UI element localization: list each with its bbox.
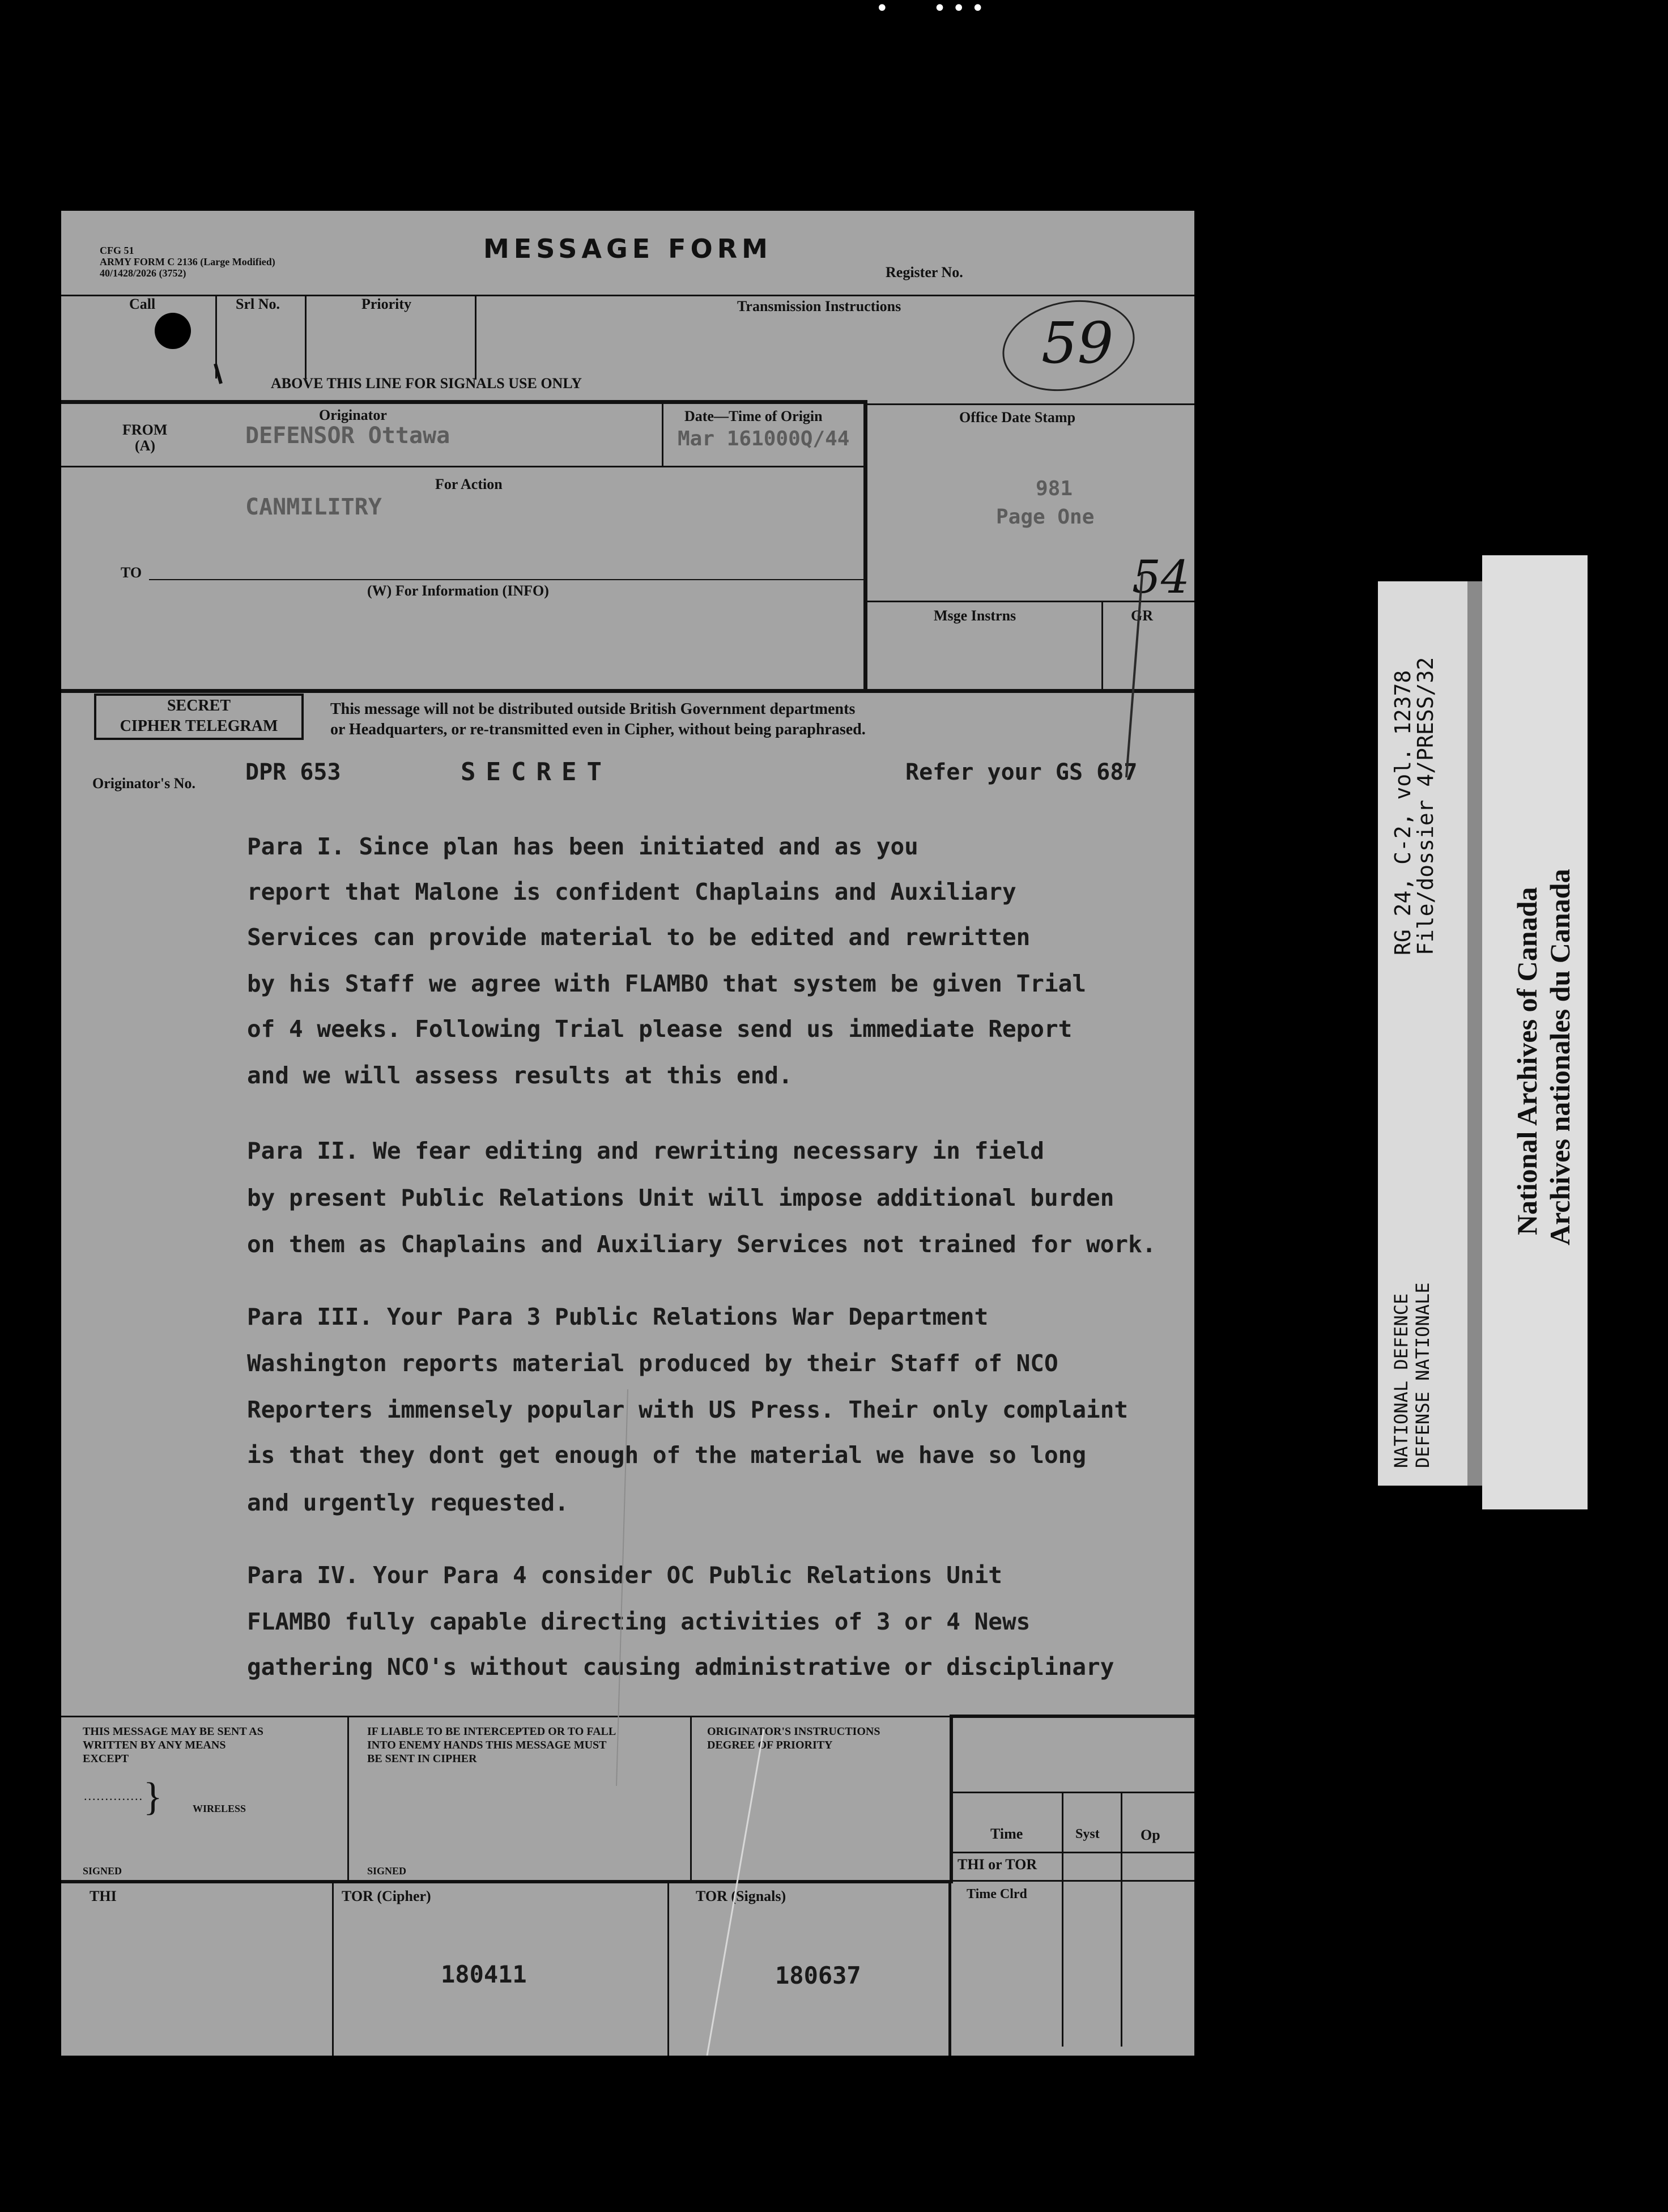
handwritten-gr: 54 xyxy=(1132,551,1190,603)
archive-name-en: National Archives of Canada xyxy=(1511,887,1543,1235)
thi-or-tor-label: THI or TOR xyxy=(958,1856,1037,1873)
stamp-page: Page One xyxy=(996,505,1095,529)
secret-box-line1: SECRET xyxy=(167,697,231,714)
originator-value: DEFENSOR Ottawa xyxy=(245,423,450,449)
date-time-label: Date—Time of Origin xyxy=(684,408,823,424)
archive-label-2 xyxy=(1482,555,1588,1509)
body-line: Para I. Since plan has been initiated and as you xyxy=(247,833,918,860)
call-label: Call xyxy=(129,296,156,312)
from-label: FROM xyxy=(122,422,168,438)
body-line: Para II. We fear editing and rewriting necessary in field xyxy=(247,1137,1044,1164)
wireless-label: WIRELESS xyxy=(193,1803,246,1814)
to-label: TO xyxy=(121,564,142,581)
date-time-value: Mar 161000Q/44 xyxy=(678,427,850,450)
signed-label-2: SIGNED xyxy=(367,1865,407,1877)
body-line: Washington reports material produced by their Staff of NCO xyxy=(247,1350,1058,1377)
above-line-notice: ABOVE THIS LINE FOR SIGNALS USE ONLY xyxy=(271,375,582,392)
archive-ref-line2: File/dossier 4/PRESS/32 xyxy=(1413,657,1438,955)
info-label: (W) For Information (INFO) xyxy=(367,582,549,599)
body-line: and we will assess results at this end. xyxy=(247,1062,793,1089)
time-clrd-label: Time Clrd xyxy=(967,1887,1027,1902)
msge-instrns-label: Msge Instrns xyxy=(934,607,1016,624)
originator-instructions: ORIGINATOR'S INSTRUCTIONS DEGREE OF PRIORITY xyxy=(707,1725,880,1751)
body-line: Reporters immensely popular with US Press. Their only complaint xyxy=(247,1396,1129,1423)
archive-label-1 xyxy=(1378,581,1481,1486)
body-line: by present Public Relations Unit will impose additional burden xyxy=(247,1184,1114,1211)
handwritten-number: 59 xyxy=(1041,310,1114,376)
body-line: Para IV. Your Para 4 consider OC Public Relations Unit xyxy=(247,1562,1002,1589)
body-line: report that Malone is confident Chaplains and Auxiliary xyxy=(247,878,1016,905)
body-line: by his Staff we agree with FLAMBO that system be given Trial xyxy=(247,970,1087,997)
refer-reference: Refer your GS 687 xyxy=(905,759,1138,785)
gr-label: GR xyxy=(1131,607,1153,624)
classification: SECRET xyxy=(461,758,612,786)
for-action-value: CANMILITRY xyxy=(245,494,382,520)
pencil-strokes xyxy=(61,211,1194,2056)
priority-label: Priority xyxy=(361,296,412,312)
form-title: MESSAGE FORM xyxy=(483,233,772,264)
from-sub-label: (A) xyxy=(135,437,156,454)
body-line: FLAMBO fully capable directing activities of 3 or 4 News xyxy=(247,1608,1031,1635)
office-date-stamp-label: Office Date Stamp xyxy=(959,409,1076,426)
liable-note: IF LIABLE TO BE INTERCEPTED OR TO FALL INTO ENEMY HANDS THIS MESSAGE MUST BE SENT IN CIPHER xyxy=(367,1725,616,1765)
tor-cipher-label: TOR (Cipher) xyxy=(342,1888,431,1904)
archive-name-fr: Archives nationales du Canada xyxy=(1544,869,1576,1245)
body-line: Para III. Your Para 3 Public Relations War Department xyxy=(247,1303,989,1330)
originator-label: Originator xyxy=(319,407,387,423)
transmission-instructions-label: Transmission Instructions xyxy=(737,298,901,314)
srl-no-label: Srl No. xyxy=(236,296,280,312)
tor-signals-value: 180637 xyxy=(775,1962,861,1989)
body-line: of 4 weeks. Following Trial please send us immediate Report xyxy=(247,1015,1073,1043)
may-be-sent-note: THIS MESSAGE MAY BE SENT AS WRITTEN BY ANY MEANS EXCEPT xyxy=(83,1725,263,1765)
for-action-label: For Action xyxy=(435,476,503,492)
tor-signals-label: TOR (Signals) xyxy=(696,1888,786,1904)
body-line: is that they dont get enough of the material we have so long xyxy=(247,1441,1087,1469)
op-label: Op xyxy=(1141,1827,1160,1843)
signed-label-1: SIGNED xyxy=(83,1865,122,1877)
syst-label: Syst xyxy=(1075,1827,1100,1841)
archive-ref-line3: NATIONAL DEFENCE xyxy=(1390,1293,1412,1468)
wireless-brace: ..............} xyxy=(84,1775,163,1819)
form-id: CFG 51 ARMY FORM C 2136 (Large Modified) 40/1428/2026 (3752) xyxy=(100,245,275,279)
register-no-label: Register No. xyxy=(886,264,963,280)
tor-cipher-value: 180411 xyxy=(441,1960,527,1988)
body-line: gathering NCO's without causing administrative or disciplinary xyxy=(247,1653,1114,1681)
body-line: on them as Chaplains and Auxiliary Services not trained for work. xyxy=(247,1231,1156,1258)
stamp-number: 981 xyxy=(1036,477,1073,500)
originators-no-value: DPR 653 xyxy=(245,759,341,785)
distribution-notice: This message will not be distributed outside British Government departments or Headquarters, or re-transmitted even in Cipher, without being paraphrased. xyxy=(330,700,866,738)
body-line: Services can provide material to be edited and rewritten xyxy=(247,924,1031,951)
archive-ref-line1: RG 24, C-2, vol. 12378 xyxy=(1390,670,1415,955)
top-dots: • ••• xyxy=(875,0,990,22)
thi-label: THI xyxy=(90,1888,117,1904)
time-label: Time xyxy=(990,1826,1023,1842)
body-line: and urgently requested. xyxy=(247,1489,569,1516)
message-form xyxy=(61,211,1194,2056)
secret-box-line2: CIPHER TELEGRAM xyxy=(120,717,278,735)
originators-no-label: Originator's No. xyxy=(92,775,195,792)
archive-label-1-shadow xyxy=(1467,581,1482,1486)
archive-ref-line4: DEFENSE NATIONALE xyxy=(1412,1282,1433,1468)
